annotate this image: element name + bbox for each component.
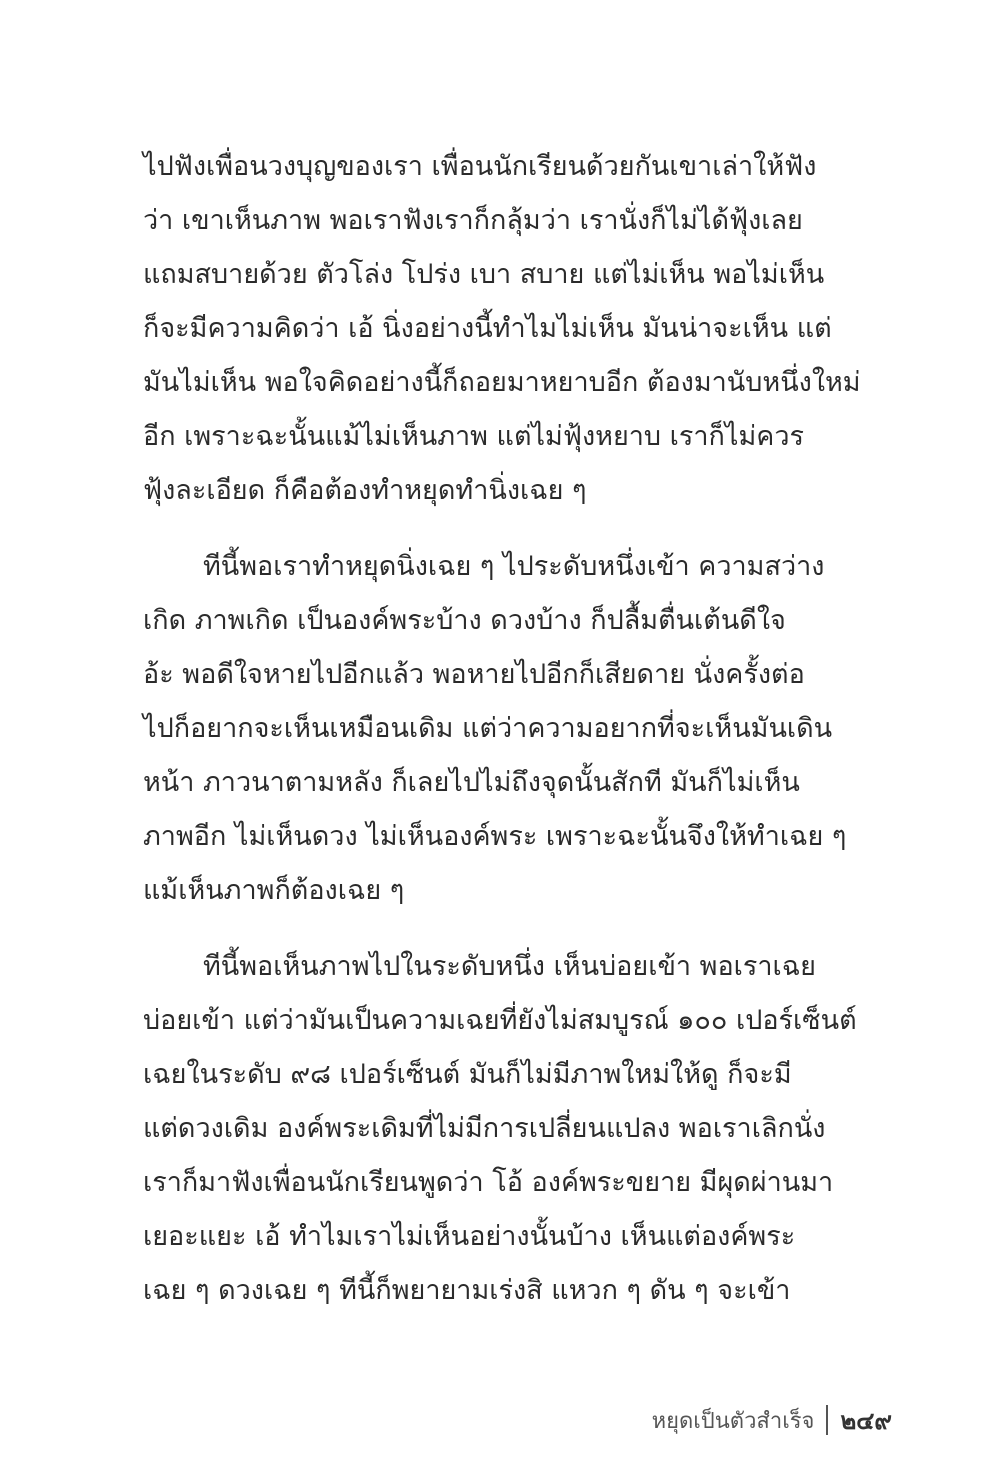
text-line: ว่า เขาเห็นภาพ พอเราฟังเราก็กลุ้มว่า เรานั่งก็ไม่ได้ฟุ้งเลย (143, 205, 803, 236)
text-line: ฟุ้งละเอียด ก็คือต้องทำหยุดทำนิ่งเฉย ๆ (143, 475, 587, 506)
text-line: เกิด ภาพเกิด เป็นองค์พระบ้าง ดวงบ้าง ก็ปลื้มตื่นเต้นดีใจ (143, 605, 786, 636)
text-line: เฉย ๆ ดวงเฉย ๆ ทีนี้ก็พยายามเร่งสิ แหวก ๆ ดัน ๆ จะเข้า (143, 1275, 791, 1306)
page-footer (652, 1400, 892, 1440)
text-line: อีก เพราะฉะนั้นแม้ไม่เห็นภาพ แต่ไม่ฟุ้งหยาบ เราก็ไม่ควร (143, 421, 804, 452)
footer-divider (826, 1405, 828, 1435)
text-line: เยอะแยะ เอ้ ทำไมเราไม่เห็นอย่างนั้นบ้าง เห็นแต่องค์พระ (143, 1221, 796, 1252)
paragraph-1 (143, 140, 893, 518)
text-line: มันไม่เห็น พอใจคิดอย่างนี้ก็ถอยมาหยาบอีก ต้องมานับหนึ่งใหม่ (143, 367, 861, 398)
text-line: แต่ดวงเดิม องค์พระเดิมที่ไม่มีการเปลี่ยนแปลง พอเราเลิกนั่ง (143, 1113, 826, 1144)
text-line: ก็จะมีความคิดว่า เอ้ นิ่งอย่างนี้ทำไมไม่เห็น มันน่าจะเห็น แต่ (143, 313, 832, 344)
text-line: เราก็มาฟังเพื่อนนักเรียนพูดว่า โอ้ องค์พระขยาย มีผุดผ่านมา (143, 1167, 834, 1198)
text-line: ทีนี้พอเห็นภาพไปในระดับหนึ่ง เห็นบ่อยเข้า พอเราเฉย (203, 951, 816, 982)
text-line: เฉยในระดับ ๙๘ เปอร์เซ็นต์ มันก็ไม่มีภาพใหม่ให้ดู ก็จะมี (143, 1059, 792, 1090)
paragraph-3 (143, 940, 893, 1318)
text-line: ทีนี้พอเราทำหยุดนิ่งเฉย ๆ ไประดับหนึ่งเข้า ความสว่าง (203, 551, 825, 582)
text-line: หน้า ภาวนาตามหลัง ก็เลยไปไม่ถึงจุดนั้นสักที มันก็ไม่เห็น (143, 767, 800, 798)
text-line: ไปฟังเพื่อนวงบุญของเรา เพื่อนนักเรียนด้วยกันเขาเล่าให้ฟัง (143, 151, 817, 182)
text-line: อ้ะ พอดีใจหายไปอีกแล้ว พอหายไปอีกก็เสียดาย นั่งครั้งต่อ (143, 659, 805, 690)
text-line: บ่อยเข้า แต่ว่ามันเป็นความเฉยที่ยังไม่สมบูรณ์ ๑๐๐ เปอร์เซ็นต์ (143, 1005, 857, 1036)
text-line: ภาพอีก ไม่เห็นดวง ไม่เห็นองค์พระ เพราะฉะนั้นจึงให้ทำเฉย ๆ (143, 821, 847, 852)
page-number: ๒๔๙ (840, 1406, 892, 1435)
text-line: ไปก็อยากจะเห็นเหมือนเดิม แต่ว่าความอยากที่จะเห็นมันเดิน (143, 713, 833, 744)
running-title: หยุดเป็นตัวสำเร็จ (651, 1408, 815, 1434)
text-line: แถมสบายด้วย ตัวโล่ง โปร่ง เบา สบาย แต่ไม่เห็น พอไม่เห็น (143, 259, 825, 290)
text-line: แม้เห็นภาพก็ต้องเฉย ๆ (143, 875, 405, 906)
paragraph-2 (143, 540, 893, 918)
